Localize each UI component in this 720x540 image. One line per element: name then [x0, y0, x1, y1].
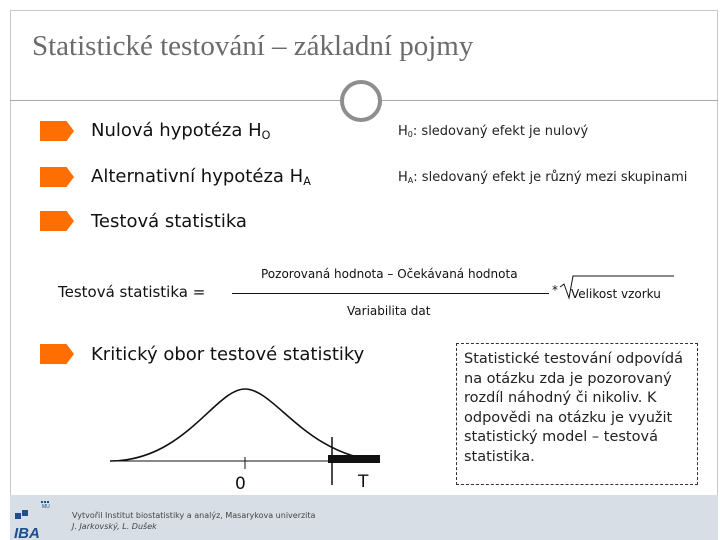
bullet-test-statistic: Testová statistika: [91, 211, 247, 232]
alternative-hypothesis-note: $H_A$: sledovaný efekt je různý mezi skupinami: [398, 170, 688, 185]
formula-denominator: Variabilita dat: [347, 304, 431, 318]
null-hypothesis-note: $H_0$: sledovaný efekt je nulový: [398, 124, 589, 139]
bell-curve: [110, 389, 380, 461]
fraction-line: [232, 293, 549, 294]
svg-text:MU: MU: [42, 504, 50, 510]
bullet-null-hypothesis: Nulová hypotéza $H_O$: [91, 120, 271, 142]
ring-ornament-icon: [340, 80, 382, 122]
footer-credit-authors: J. Jarkovský, L. Dušek: [72, 522, 157, 531]
callout-box: Statistické testování odpovídá na otázku zda je pozorovaný rozdíl náhodný či nikoliv. K odpovědi na otázku je využit statistický model – testová statistika.: [456, 343, 698, 485]
formula-numerator: Pozorovaná hodnota – Očekávaná hodnota: [261, 267, 518, 281]
footer-credit: [72, 510, 315, 532]
iba-logo-icon: [13, 499, 55, 539]
formula-lhs: Testová statistika =: [58, 283, 206, 301]
zero-label: 0: [235, 474, 246, 494]
bullet-alternative-hypothesis: Alternativní hypotéza $H_A$: [91, 166, 311, 188]
formula-multiply: *: [552, 283, 558, 297]
formula-sqrt-content: Velikost vzorku: [571, 287, 661, 301]
slide-title: Statistické testování – základní pojmy: [32, 30, 474, 62]
t-label: T: [358, 472, 369, 492]
footer-credit-line1: Vytvořil Institut biostatistiky a analýz, Masarykova univerzita: [72, 511, 316, 520]
critical-region: [328, 455, 380, 463]
bullet-critical-region: Kritický obor testové statistiky: [91, 344, 365, 365]
svg-text:IBA: IBA: [14, 525, 40, 539]
